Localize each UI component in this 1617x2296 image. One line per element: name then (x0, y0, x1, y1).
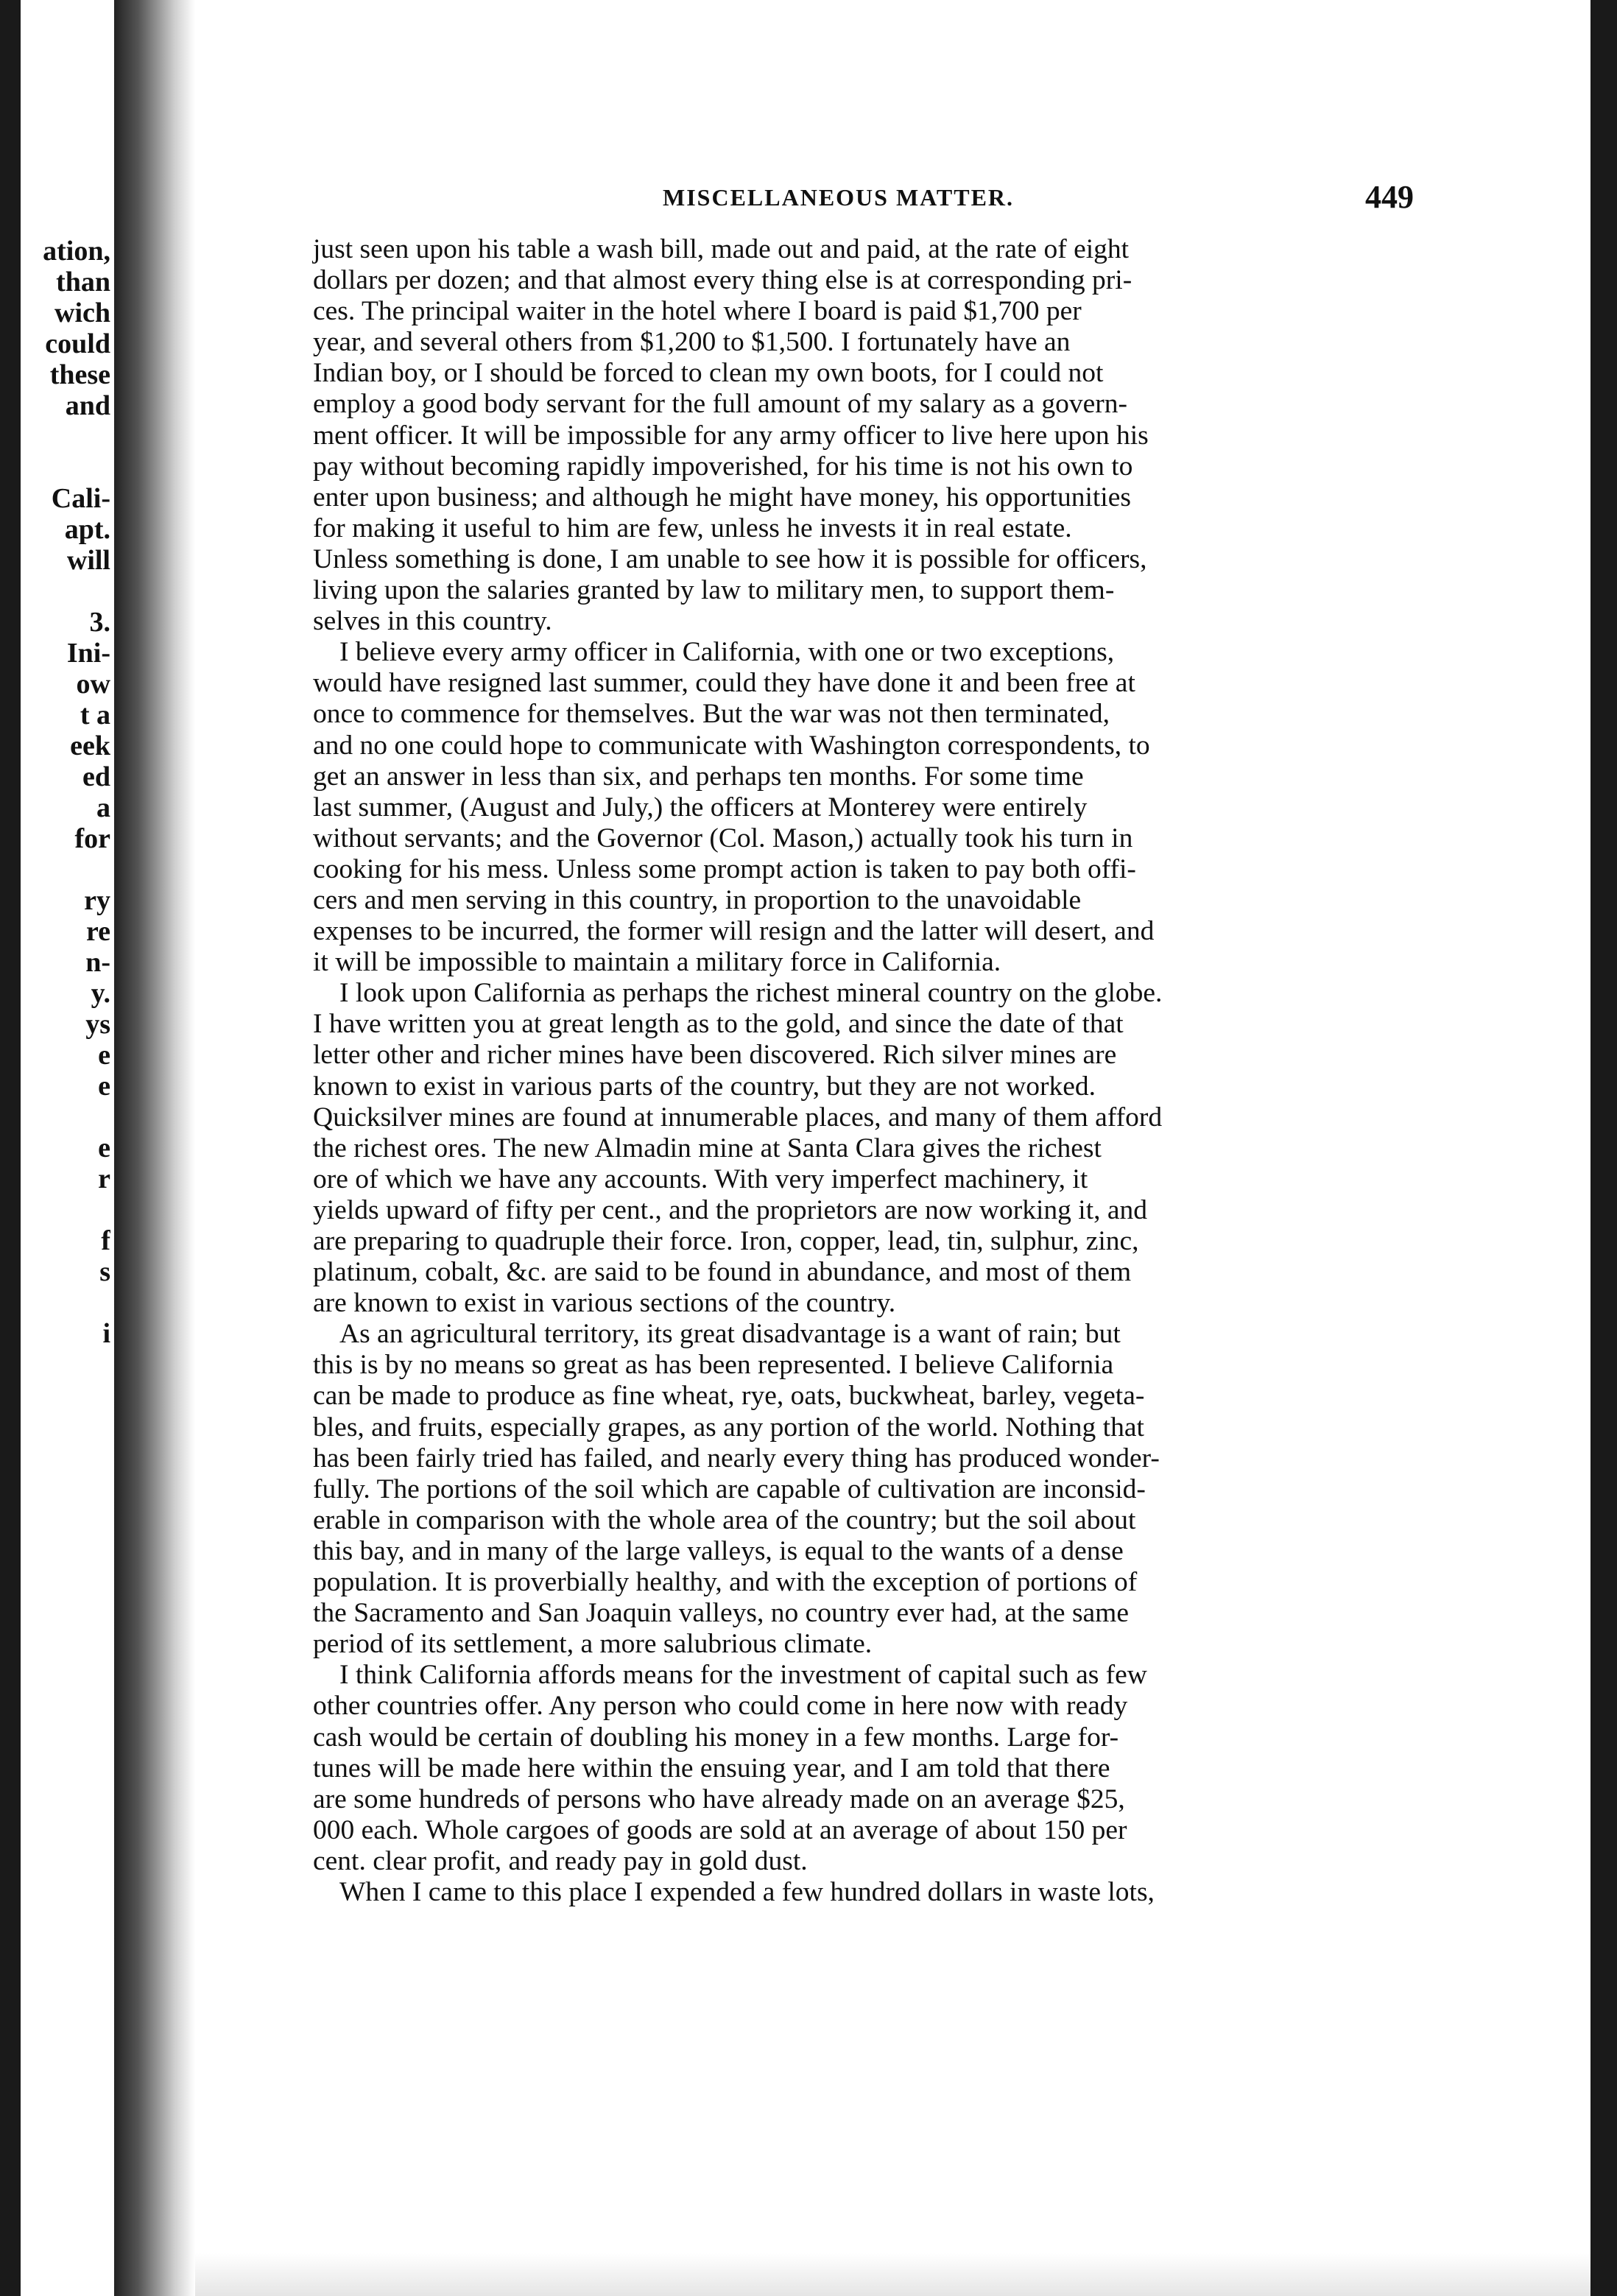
previous-page-fragment: s (99, 1256, 110, 1287)
previous-page-fragment: n- (85, 947, 110, 978)
previous-page-fragment: a (96, 792, 110, 823)
previous-page-fragment: and (65, 390, 110, 421)
text-line: erable in comparison with the whole area of the country; but the soil about (313, 1504, 1136, 1535)
text-line: enter upon business; and although he might have money, his opportunities (313, 482, 1131, 513)
previous-page-fragment: y. (91, 978, 110, 1009)
text-line: can be made to produce as fine wheat, rye, oats, buckwheat, barley, vegeta- (313, 1381, 1145, 1412)
text-line: I have written you at great length as to the gold, and since the date of that (313, 1009, 1124, 1040)
text-line: the richest ores. The new Almadin mine at Santa Clara gives the richest (313, 1133, 1102, 1163)
text-line: Indian boy, or I should be forced to clean my own boots, for I could not (313, 358, 1104, 389)
text-line: ces. The principal waiter in the hotel where I board is paid $1,700 per (313, 296, 1082, 327)
text-line: known to exist in various parts of the country, but they are not worked. (313, 1071, 1096, 1102)
previous-page-fragment (0, 1102, 110, 1133)
previous-page-fragment: apt. (64, 514, 110, 545)
text-line: Unless something is done, I am unable to see how it is possible for officers, (313, 543, 1147, 574)
text-line: bles, and fruits, especially grapes, as any portion of the world. Nothing that (313, 1412, 1144, 1443)
previous-page-fragment: wich (54, 297, 110, 328)
paragraph-first-line: When I came to this place I expended a few hundred dollars in waste lots, (339, 1876, 1155, 1907)
previous-page-fragment (0, 452, 110, 483)
text-line: just seen upon his table a wash bill, made out and paid, at the rate of eight (313, 234, 1130, 264)
page-number: 449 (1365, 179, 1414, 215)
text-line: are preparing to quadruple their force. Iron, copper, lead, tin, sulphur, zinc, (313, 1226, 1139, 1256)
previous-page-fragment: e (98, 1040, 110, 1071)
text-line: yields upward of fifty per cent., and the proprietors are now working it, and (313, 1194, 1148, 1225)
book-gutter (114, 0, 195, 2296)
text-line: population. It is proverbially healthy, and with the exception of portions of (313, 1567, 1138, 1598)
paragraph-first-line: I think California affords means for the investment of capital such as few (339, 1660, 1147, 1691)
text-line: Quicksilver mines are found at innumerable places, and many of them afford (313, 1102, 1163, 1133)
text-line: this is by no means so great as has been represented. I believe California (313, 1350, 1114, 1381)
previous-page-fragment: r (98, 1163, 110, 1194)
text-line: 000 each. Whole cargoes of goods are sold at an average of about 150 per (313, 1814, 1127, 1845)
previous-page-fragment: ow (76, 669, 110, 700)
text-line: has been fairly tried has failed, and nearly every thing has produced wonder- (313, 1443, 1160, 1473)
text-line: and no one could hope to communicate with Washington correspondents, to (313, 730, 1150, 761)
text-line: last summer, (August and July,) the officers at Monterey were entirely (313, 792, 1088, 823)
previous-page-fragment: f (101, 1225, 110, 1256)
body-text (313, 234, 1395, 1908)
previous-page-fragment (0, 576, 110, 607)
paragraph-first-line: As an agricultural territory, its great disadvantage is a want of rain; but (339, 1319, 1121, 1350)
text-line: without servants; and the Governor (Col. Mason,) actually took his turn in (313, 823, 1133, 853)
text-line: pay without becoming rapidly impoverished, for his time is not his own to (313, 451, 1133, 482)
previous-page-fragment (0, 1194, 110, 1225)
previous-page-fragment: i (102, 1318, 110, 1349)
previous-page-fragment: t a (80, 700, 110, 730)
text-line: fully. The portions of the soil which are capable of cultivation are inconsid- (313, 1473, 1146, 1504)
previous-page-fragment: Ini- (66, 638, 110, 669)
previous-page-fragment: ation, (43, 236, 110, 267)
previous-page-fragment (0, 1287, 110, 1318)
text-line: once to commence for themselves. But the war was not then terminated, (313, 699, 1110, 730)
previous-page-fragment (0, 854, 110, 885)
text-line: cent. clear profit, and ready pay in gold dust. (313, 1845, 808, 1876)
text-line: get an answer in less than six, and perhaps ten months. For some time (313, 761, 1084, 792)
previous-page-fragment: than (56, 267, 110, 297)
previous-page-fragment: 3. (89, 607, 110, 638)
previous-page-fragment: re (85, 916, 110, 947)
previous-page-fragment: ed (82, 761, 110, 792)
previous-page-fragment: ys (85, 1009, 110, 1040)
previous-page-fragment: ry (84, 885, 110, 916)
previous-page-fragment: could (45, 328, 110, 359)
text-line: ore of which we have any accounts. With very imperfect machinery, it (313, 1163, 1088, 1194)
previous-page-fragment (0, 421, 110, 452)
previous-page-fragment: for (74, 823, 110, 854)
previous-page-fragment: eek (70, 730, 110, 761)
text-line: period of its settlement, a more salubrious climate. (313, 1629, 873, 1660)
text-line: this bay, and in many of the large valleys, is equal to the wants of a dense (313, 1535, 1124, 1566)
text-line: cash would be certain of doubling his money in a few months. Large for- (313, 1722, 1119, 1753)
text-line: are some hundreds of persons who have already made on an average $25, (313, 1783, 1125, 1814)
text-line: employ a good body servant for the full amount of my salary as a govern- (313, 389, 1127, 420)
previous-page-fragment: these (49, 359, 110, 390)
previous-page-margin (0, 236, 110, 1349)
paragraph-first-line: I believe every army officer in California, with one or two exceptions, (339, 637, 1115, 668)
text-line: would have resigned last summer, could they have done it and been free at (313, 668, 1135, 699)
text-line: for making it useful to him are few, unless he invests it in real estate. (313, 513, 1072, 543)
text-line: letter other and richer mines have been discovered. Rich silver mines are (313, 1040, 1117, 1071)
running-head: MISCELLANEOUS MATTER. (663, 184, 1015, 211)
text-line: year, and several others from $1,200 to $1,500. I fortunately have an (313, 327, 1071, 358)
text-line: living upon the salaries granted by law to military men, to support them- (313, 575, 1115, 606)
paragraph-first-line: I look upon California as perhaps the richest mineral country on the globe. (339, 978, 1163, 1009)
text-line: expenses to be incurred, the former will resign and the latter will desert, and (313, 916, 1155, 947)
text-line: cers and men serving in this country, in proportion to the unavoidable (313, 884, 1082, 915)
previous-page-fragment: Cali- (51, 483, 110, 514)
page-bottom-shadow (195, 2253, 1590, 2296)
text-line: platinum, cobalt, &c. are said to be found in abundance, and most of them (313, 1257, 1132, 1288)
text-line: it will be impossible to maintain a military force in California. (313, 947, 1001, 978)
text-line: selves in this country. (313, 606, 552, 637)
text-line: are known to exist in various sections of the country. (313, 1288, 896, 1319)
text-line: tunes will be made here within the ensuing year, and I am told that there (313, 1753, 1110, 1783)
previous-page-fragment: will (66, 545, 110, 576)
previous-page-fragment: e (98, 1133, 110, 1163)
text-line: other countries offer. Any person who could come in here now with ready (313, 1691, 1128, 1722)
previous-page-fragment: e (98, 1071, 110, 1102)
text-line: ment officer. It will be impossible for any army officer to live here upon his (313, 420, 1149, 451)
page-header (663, 179, 1414, 228)
text-line: dollars per dozen; and that almost every thing else is at corresponding pri- (313, 265, 1132, 296)
text-line: the Sacramento and San Joaquin valleys, no country ever had, at the same (313, 1598, 1129, 1629)
text-line: cooking for his mess. Unless some prompt action is taken to pay both offi- (313, 853, 1136, 884)
right-page-edge (1590, 0, 1617, 2296)
